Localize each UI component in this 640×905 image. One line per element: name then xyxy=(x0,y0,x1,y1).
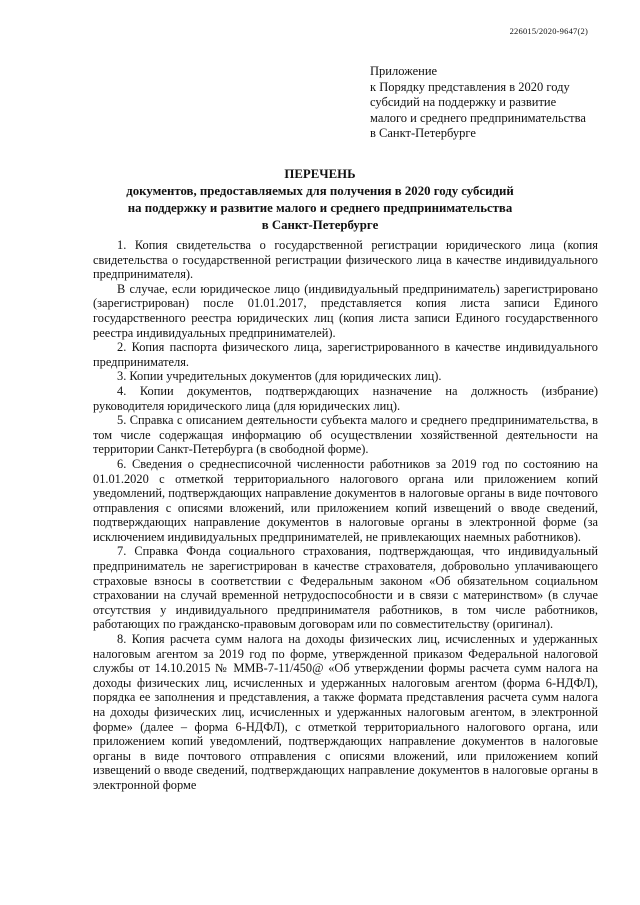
paragraph-2: 2. Копия паспорта физического лица, зарегистрированного в качестве индивидуального предпринимателя. xyxy=(93,340,598,369)
paragraph-7: 7. Справка Фонда социального страхования, подтверждающая, что индивидуальный предприниматель не зарегистрирован в качестве страхователя, добровольно уплачивающего страховые взносы в соответствии с Федеральным законом «Об обязательном социальном страховании на случай временной нетрудоспособности и в связи с материнством» (в случае отсутствия у индивидуального предпринимателя работников, в том числе работников, работающих по гражданско-правовым договорам или по совместительству (оригинал). xyxy=(93,544,598,632)
title-line: в Санкт-Петербурге xyxy=(261,218,379,232)
title-line: ПЕРЕЧЕНЬ xyxy=(284,167,356,181)
appendix-line: субсидий на поддержку и развитие xyxy=(370,95,557,109)
appendix-block xyxy=(370,64,586,142)
paragraph-3: 3. Копии учредительных документов (для юридических лиц). xyxy=(117,369,442,384)
document-number: 226015/2020-9647(2) xyxy=(509,26,588,36)
document-body xyxy=(93,238,598,793)
appendix-line: к Порядку представления в 2020 году xyxy=(370,79,570,94)
document-title xyxy=(0,166,640,234)
title-line: документов, предоставляемых для получения в 2020 году субсидий xyxy=(126,184,514,198)
paragraph-1-note: В случае, если юридическое лицо (индивидуальный предприниматель) зарегистрировано (зарегистрирован) после 01.01.2017, представляется копия листа записи Единого государственного реестра юридических лиц (копия листа записи Единого государственного реестра индивидуальных предпринимателей). xyxy=(93,281,598,340)
appendix-line: малого и среднего предпринимательства xyxy=(370,110,586,125)
paragraph-6: 6. Сведения о среднесписочной численности работников за 2019 год по состоянию на 01.01.2020 с отметкой территориального налогового органа или приложением копий уведомлений, подтверждающих направление документов в налоговые органы в виде почтового отправления с описями вложений, или приложением копий извещений о вводе сведений, подтверждающих направление документов в налоговые органы в электронной форме (за исключением индивидуальных предпринимателей, не привлекающих наемных работников). xyxy=(93,456,598,544)
paragraph-4: 4. Копии документов, подтверждающих назначение на должность (избрание) руководителя юридического лица (для юридических лиц). xyxy=(93,383,598,413)
appendix-line: в Санкт-Петербурге xyxy=(370,126,476,140)
title-line: на поддержку и развитие малого и среднего предпринимательства xyxy=(127,201,513,215)
paragraph-1: 1. Копия свидетельства о государственной регистрации юридического лица (копия свидетельства о государственной регистрации физического лица в качестве индивидуального предпринимателя). xyxy=(93,238,598,282)
appendix-line: Приложение xyxy=(370,64,438,78)
paragraph-8: 8. Копия расчета сумм налога на доходы физических лиц, исчисленных и удержанных налоговым агентом за 2019 год по форме, утвержденной приказом Федеральной налоговой службы от 14.10.2015 № ММВ-7-11/450@ «Об утверждении формы расчета сумм налога на доходы физических лиц, исчисленных и удержанных налоговым агентом (форма 6-НДФЛ), порядка ее заполнения и представления, а также формата представления расчета сумм налога на доходы физических лиц, исчисленных и удержанных налоговым агентом, в электронной форме» (далее – форма 6-НДФЛ), с отметкой территориального налогового органа, или приложением копий уведомлений, подтверждающих направление документов в налоговые органы в виде почтового отправления с описями вложений, или приложением копий извещений о вводе сведений, подтверждающих направление документов в налоговые органы в электронной форме xyxy=(93,632,598,792)
paragraph-5: 5. Справка с описанием деятельности субъекта малого и среднего предпринимательства, в том числе содержащая информацию об осуществлении хозяйственной деятельности на территории Санкт-Петербурга (в свободной форме). xyxy=(93,413,598,457)
